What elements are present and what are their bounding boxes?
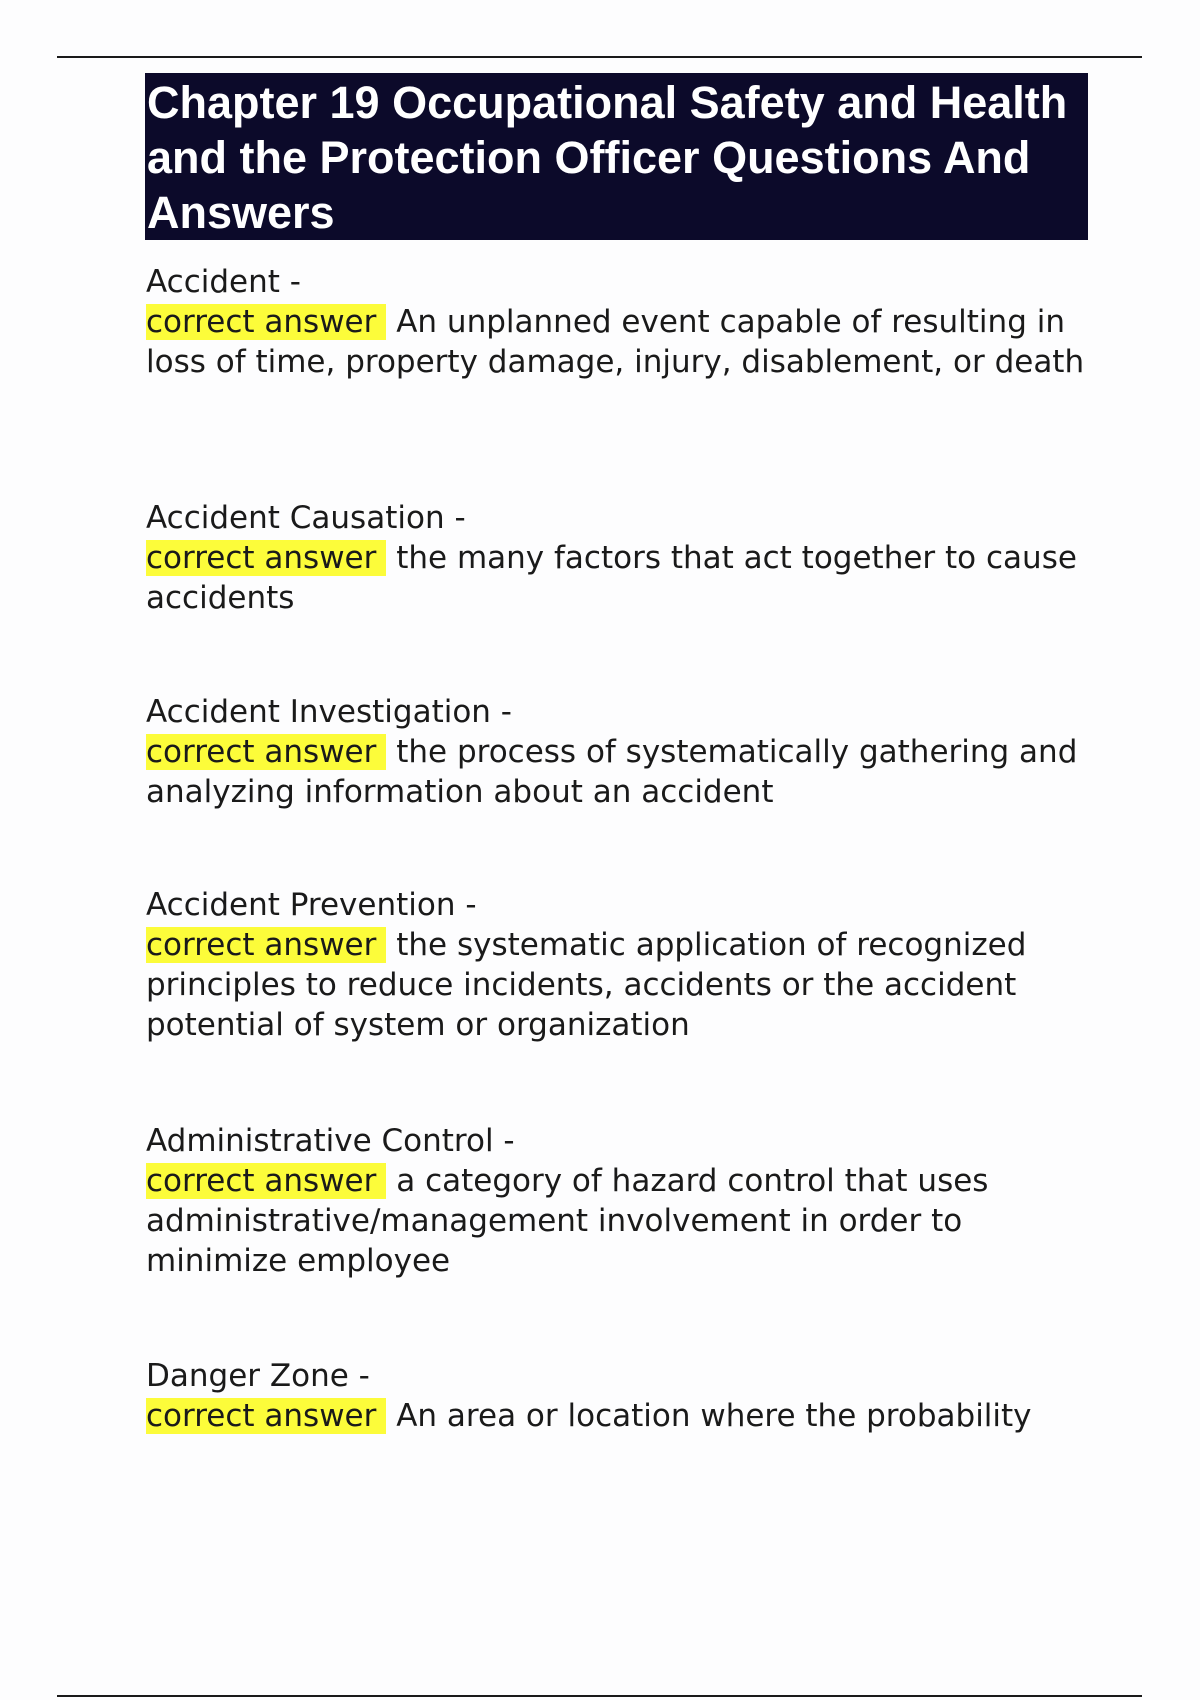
entry-answer <box>146 732 1096 812</box>
entry-term: Accident Causation - <box>146 500 466 536</box>
entry-term: Accident - <box>146 264 301 300</box>
qa-entry <box>146 692 1096 812</box>
correct-answer-highlight: correct answer <box>146 304 386 340</box>
bottom-divider <box>57 1695 1142 1697</box>
top-divider <box>57 56 1142 58</box>
qa-entry <box>146 1121 1096 1281</box>
correct-answer-highlight: correct answer <box>146 734 386 770</box>
qa-entry <box>146 262 1096 382</box>
qa-entry <box>146 1356 1096 1436</box>
entry-answer <box>146 538 1096 618</box>
entry-answer <box>146 925 1096 1045</box>
entry-term: Accident Investigation - <box>146 694 512 730</box>
entry-definition: a category of hazard control that uses administrative/management involvement in order to minimize employee <box>146 1163 989 1279</box>
document-title: Chapter 19 Occupational Safety and Health and the Protection Officer Questions And Answers <box>147 77 1068 238</box>
correct-answer-highlight: correct answer <box>146 540 386 576</box>
entry-answer <box>146 302 1096 382</box>
correct-answer-highlight: correct answer <box>146 1163 386 1199</box>
entry-definition: the many factors that act together to cause accidents <box>146 540 1077 616</box>
qa-entry <box>146 498 1096 618</box>
entry-term: Administrative Control - <box>146 1123 515 1159</box>
entry-answer <box>146 1161 1096 1281</box>
qa-entry <box>146 885 1096 1045</box>
entry-definition: An unplanned event capable of resulting in loss of time, property damage, injury, disablement, or death <box>146 304 1085 380</box>
entry-definition: the process of systematically gathering and analyzing information about an accident <box>146 734 1078 810</box>
entry-answer <box>146 1396 1096 1436</box>
entry-term: Accident Prevention - <box>146 887 477 923</box>
title-banner <box>145 73 1088 240</box>
entry-definition: An area or location where the probability <box>386 1398 1032 1434</box>
correct-answer-highlight: correct answer <box>146 927 386 963</box>
correct-answer-highlight: correct answer <box>146 1398 386 1434</box>
entry-definition: the systematic application of recognized principles to reduce incidents, accidents or the accident potential of system or organization <box>146 927 1027 1043</box>
entry-term: Danger Zone - <box>146 1358 370 1394</box>
